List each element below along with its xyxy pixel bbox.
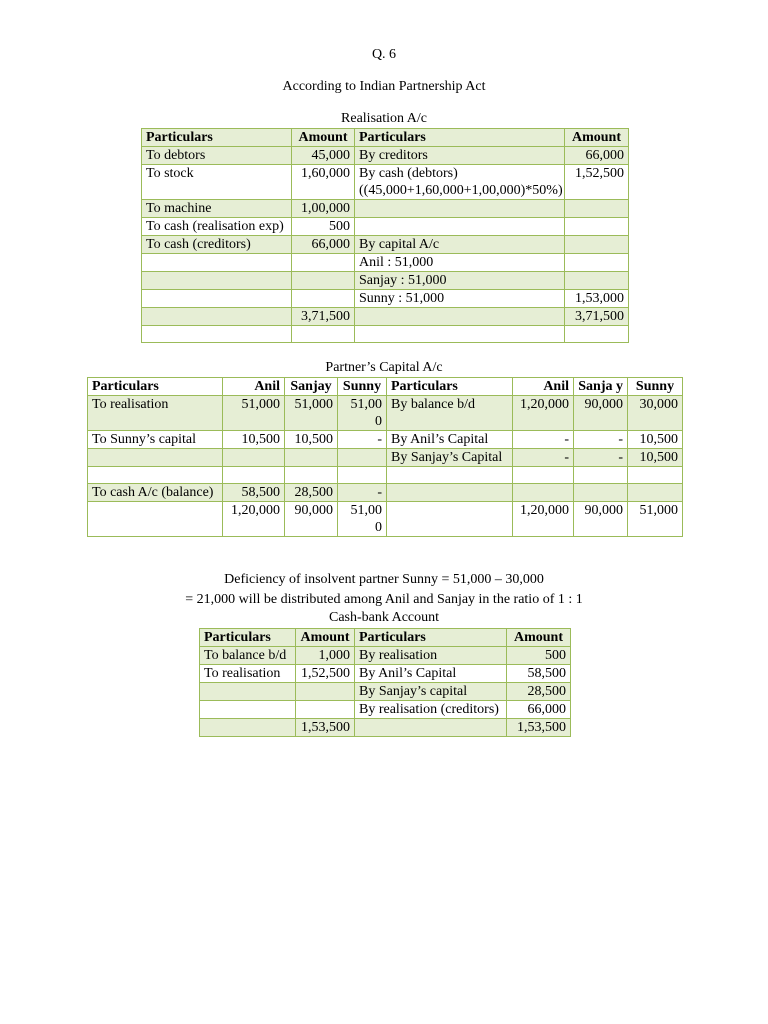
table-cell — [565, 200, 629, 218]
table-cell — [292, 272, 355, 290]
table-cell — [292, 326, 355, 343]
table-cell: 58,500 — [223, 484, 285, 502]
table-cell: 1,53,500 — [507, 719, 571, 737]
table-row — [142, 200, 629, 218]
table-cell — [223, 449, 285, 467]
table-cell: 90,000 — [574, 396, 628, 431]
header-cell: Particulars — [387, 378, 513, 396]
capital-title: Partner’s Capital A/c — [325, 360, 443, 375]
header-cell: Anil — [223, 378, 285, 396]
table-cell: 3,71,500 — [565, 308, 629, 326]
table-row — [142, 254, 629, 272]
table-cell: By capital A/c — [355, 236, 565, 254]
table-row — [88, 431, 683, 449]
table-cell: 51,000 — [285, 396, 338, 431]
table-row — [200, 683, 571, 701]
table-cell: 1,20,000 — [513, 396, 574, 431]
header-cell: Amount — [507, 629, 571, 647]
table-cell — [565, 218, 629, 236]
table-row — [200, 665, 571, 683]
table-cell — [574, 484, 628, 502]
table-cell: 90,000 — [574, 502, 628, 537]
cashbank-table — [199, 628, 571, 737]
table-cell — [565, 326, 629, 343]
table-cell: 10,500 — [628, 431, 683, 449]
table-cell — [142, 326, 292, 343]
table-cell — [355, 326, 565, 343]
table-cell — [200, 683, 296, 701]
table-row — [88, 449, 683, 467]
table-cell: To stock — [142, 165, 292, 200]
table-total-row — [142, 308, 629, 326]
table-cell: Sanjay : 51,000 — [355, 272, 565, 290]
table-cell — [285, 449, 338, 467]
table-cell: 28,500 — [507, 683, 571, 701]
distribution-note: = 21,000 will be distributed among Anil and Sanjay in the ratio of 1 : 1 — [185, 592, 583, 607]
table-cell: 51,000 — [628, 502, 683, 537]
table-cell: By cash (debtors) ((45,000+1,60,000+1,00,000)*50%) — [355, 165, 565, 200]
header-cell: Sanja y — [574, 378, 628, 396]
table-cell — [296, 701, 355, 719]
table-cell: 90,000 — [285, 502, 338, 537]
table-cell: Anil : 51,000 — [355, 254, 565, 272]
header-cell: Anil — [513, 378, 574, 396]
table-cell: 10,500 — [223, 431, 285, 449]
question-number: Q. 6 — [371, 47, 397, 62]
header-cell: Particulars — [355, 629, 507, 647]
table-cell: 1,60,000 — [292, 165, 355, 200]
table-total-row — [88, 502, 683, 537]
table-cell: 28,500 — [285, 484, 338, 502]
table-cell — [292, 290, 355, 308]
table-cell: By Anil’s Capital — [355, 665, 507, 683]
table-cell: 1,20,000 — [223, 502, 285, 537]
table-cell — [565, 236, 629, 254]
table-cell — [628, 467, 683, 484]
table-cell: - — [513, 431, 574, 449]
table-row — [200, 647, 571, 665]
table-cell — [223, 467, 285, 484]
table-cell — [355, 719, 507, 737]
table-cell: - — [513, 449, 574, 467]
table-cell — [200, 701, 296, 719]
table-cell: To debtors — [142, 147, 292, 165]
header-cell: Amount — [292, 129, 355, 147]
table-cell — [200, 719, 296, 737]
table-cell — [285, 467, 338, 484]
table-cell: 66,000 — [292, 236, 355, 254]
table-cell — [355, 218, 565, 236]
table-cell — [513, 467, 574, 484]
table-cell: To cash (realisation exp) — [142, 218, 292, 236]
table-cell: 51,00 0 — [338, 396, 387, 431]
table-row — [142, 272, 629, 290]
table-cell — [296, 683, 355, 701]
table-row — [142, 290, 629, 308]
table-cell: To Sunny’s capital — [88, 431, 223, 449]
table-cell — [355, 308, 565, 326]
deficiency-note: Deficiency of insolvent partner Sunny = 51,000 – 30,000 — [224, 572, 544, 587]
header-cell: Particulars — [142, 129, 292, 147]
table-row — [88, 467, 683, 484]
table-cell: To balance b/d — [200, 647, 296, 665]
table-row — [200, 701, 571, 719]
table-cell: 30,000 — [628, 396, 683, 431]
table-cell: To realisation — [88, 396, 223, 431]
table-header-row — [142, 129, 629, 147]
header-cell: Particulars — [200, 629, 296, 647]
table-cell: 1,52,500 — [296, 665, 355, 683]
table-header-row — [88, 378, 683, 396]
table-cell: - — [338, 431, 387, 449]
table-cell: Sunny : 51,000 — [355, 290, 565, 308]
table-cell: 10,500 — [285, 431, 338, 449]
table-row — [142, 236, 629, 254]
table-row — [88, 396, 683, 431]
table-cell: By Sanjay’s Capital — [387, 449, 513, 467]
table-cell — [88, 467, 223, 484]
table-cell — [628, 484, 683, 502]
table-cell — [142, 272, 292, 290]
table-cell: - — [574, 431, 628, 449]
table-header-row — [200, 629, 571, 647]
table-cell — [387, 502, 513, 537]
table-cell: By realisation — [355, 647, 507, 665]
table-cell — [574, 467, 628, 484]
header-cell: Particulars — [88, 378, 223, 396]
table-cell — [142, 308, 292, 326]
table-cell: To machine — [142, 200, 292, 218]
table-cell: 1,52,500 — [565, 165, 629, 200]
table-row — [142, 165, 629, 200]
table-cell: 51,000 — [223, 396, 285, 431]
table-row — [142, 326, 629, 343]
realisation-table — [141, 128, 629, 343]
table-cell: 45,000 — [292, 147, 355, 165]
table-cell: By realisation (creditors) — [355, 701, 507, 719]
table-cell — [142, 254, 292, 272]
table-cell: 1,20,000 — [513, 502, 574, 537]
cashbank-title: Cash-bank Account — [328, 610, 440, 625]
table-cell — [387, 467, 513, 484]
table-cell — [142, 290, 292, 308]
table-cell — [565, 272, 629, 290]
table-cell: 1,000 — [296, 647, 355, 665]
table-total-row — [200, 719, 571, 737]
table-cell — [88, 502, 223, 537]
table-row — [88, 484, 683, 502]
table-cell: 1,53,500 — [296, 719, 355, 737]
header-cell: Sunny — [338, 378, 387, 396]
table-cell: By Anil’s Capital — [387, 431, 513, 449]
table-cell: To cash A/c (balance) — [88, 484, 223, 502]
table-cell: 500 — [507, 647, 571, 665]
table-cell: By creditors — [355, 147, 565, 165]
header-cell: Particulars — [355, 129, 565, 147]
table-cell: - — [338, 484, 387, 502]
table-row — [142, 218, 629, 236]
realisation-title: Realisation A/c — [341, 111, 427, 126]
table-cell: 3,71,500 — [292, 308, 355, 326]
table-cell: - — [574, 449, 628, 467]
table-cell: By balance b/d — [387, 396, 513, 431]
header-cell: Amount — [296, 629, 355, 647]
table-cell — [387, 484, 513, 502]
table-cell: By Sanjay’s capital — [355, 683, 507, 701]
table-cell — [513, 484, 574, 502]
table-cell: To cash (creditors) — [142, 236, 292, 254]
table-cell — [292, 254, 355, 272]
capital-table — [87, 377, 683, 537]
header-cell: Sanjay — [285, 378, 338, 396]
table-cell: 58,500 — [507, 665, 571, 683]
table-row — [142, 147, 629, 165]
table-cell: 66,000 — [507, 701, 571, 719]
table-cell — [338, 467, 387, 484]
table-cell: 66,000 — [565, 147, 629, 165]
table-cell — [565, 254, 629, 272]
header-cell: Sunny — [628, 378, 683, 396]
table-cell: 10,500 — [628, 449, 683, 467]
table-cell: 1,53,000 — [565, 290, 629, 308]
page-subtitle: According to Indian Partnership Act — [282, 79, 486, 94]
table-cell — [88, 449, 223, 467]
table-cell: 500 — [292, 218, 355, 236]
header-cell: Amount — [565, 129, 629, 147]
table-cell — [338, 449, 387, 467]
table-cell: 51,00 0 — [338, 502, 387, 537]
table-cell — [355, 200, 565, 218]
table-cell: 1,00,000 — [292, 200, 355, 218]
table-cell: To realisation — [200, 665, 296, 683]
